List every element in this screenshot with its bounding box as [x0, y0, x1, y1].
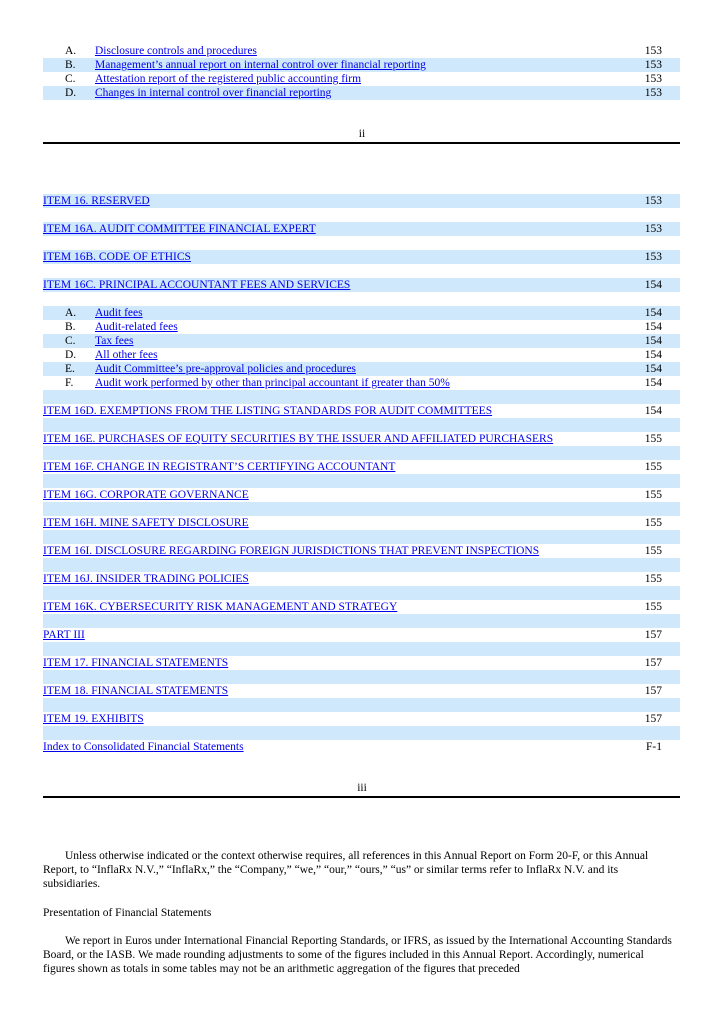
toc-row: [43, 194, 680, 208]
toc-link-item-16d[interactable]: ITEM 16D. EXEMPTIONS FROM THE LISTING STANDARDS FOR AUDIT COMMITTEES: [43, 405, 493, 417]
toc-page-number: 155: [644, 517, 662, 529]
toc-page-number: 154: [644, 377, 662, 389]
toc-page-number: 153: [644, 45, 662, 57]
toc-spacer: [43, 586, 680, 600]
toc-spacer: [43, 642, 680, 656]
page-divider: [43, 142, 680, 144]
toc-link-item-16f[interactable]: ITEM 16F. CHANGE IN REGISTRANT’S CERTIFYING ACCOUNTANT: [43, 461, 396, 473]
toc-row: [43, 712, 680, 726]
page-number-ii: ii: [358, 128, 366, 140]
toc-spacer: [43, 418, 680, 432]
section-heading-block: [43, 906, 673, 920]
toc-spacer: [43, 698, 680, 712]
toc-letter: D.: [65, 349, 77, 361]
toc-page-number: 154: [644, 363, 662, 375]
toc-page-number: 154: [644, 307, 662, 319]
toc-row: [43, 488, 680, 502]
toc-page-number: 153: [644, 73, 662, 85]
toc-row: [43, 306, 680, 320]
toc-row: [43, 334, 680, 348]
toc-row: [43, 628, 680, 642]
toc-row: [43, 376, 680, 390]
toc-page-number: 153: [644, 59, 662, 71]
toc-page-number: 155: [644, 489, 662, 501]
toc-row: [43, 86, 680, 100]
toc-link-audit-related-fees[interactable]: Audit-related fees: [95, 321, 178, 333]
toc-link-part-iii[interactable]: PART III: [43, 629, 85, 641]
toc-row: [43, 44, 680, 58]
toc-spacer: [43, 530, 680, 544]
toc-row: [43, 740, 680, 754]
toc-spacer: [43, 726, 680, 740]
toc-row: [43, 656, 680, 670]
toc-page-number: 154: [644, 335, 662, 347]
toc-row: [43, 404, 680, 418]
toc-page-number: 154: [644, 405, 662, 417]
toc-page-number: F-1: [646, 741, 662, 753]
toc-spacer: [43, 614, 680, 628]
toc-spacer: [43, 502, 680, 516]
toc-link-attestation-report[interactable]: Attestation report of the registered public accounting firm: [95, 73, 362, 85]
toc-link-tax-fees[interactable]: Tax fees: [95, 335, 134, 347]
toc-page-number: 155: [644, 433, 662, 445]
toc-link-item-16a[interactable]: ITEM 16A. AUDIT COMMITTEE FINANCIAL EXPERT: [43, 223, 316, 235]
toc-letter: F.: [65, 377, 74, 389]
toc-section-page-ii: [43, 44, 680, 100]
toc-page-number: 155: [644, 573, 662, 585]
toc-link-item-16j[interactable]: ITEM 16J. INSIDER TRADING POLICIES: [43, 573, 249, 585]
toc-page-number: 154: [644, 349, 662, 361]
toc-letter: E.: [65, 363, 75, 375]
toc-link-item-16e[interactable]: ITEM 16E. PURCHASES OF EQUITY SECURITIES BY THE ISSUER AND AFFILIATED PURCHASERS: [43, 433, 554, 445]
toc-row: [43, 58, 680, 72]
page-number-iii: iii: [357, 782, 367, 794]
toc-page-number: 157: [644, 657, 662, 669]
toc-row: [43, 432, 680, 446]
toc-link-item-19[interactable]: ITEM 19. EXHIBITS: [43, 713, 144, 725]
toc-link-changes-internal-control[interactable]: Changes in internal control over financial reporting: [95, 87, 332, 99]
toc-row: [43, 222, 680, 236]
toc-spacer: [43, 292, 680, 306]
toc-spacer: [43, 474, 680, 488]
toc-letter: D.: [65, 87, 77, 99]
toc-page-number: 154: [644, 279, 662, 291]
toc-row: [43, 362, 680, 376]
toc-page-number: 157: [644, 685, 662, 697]
toc-link-item-18[interactable]: ITEM 18. FINANCIAL STATEMENTS: [43, 685, 229, 697]
toc-page-number: 153: [644, 251, 662, 263]
toc-link-item-16[interactable]: ITEM 16. RESERVED: [43, 195, 150, 207]
financial-statements-paragraph-block: [43, 934, 673, 976]
toc-row: [43, 320, 680, 334]
toc-page-number: 157: [644, 629, 662, 641]
toc-link-audit-work-other-accountant[interactable]: Audit work performed by other than principal accountant if greater than 50%: [95, 377, 450, 389]
section-heading: Presentation of Financial Statements: [43, 907, 212, 919]
toc-row: [43, 460, 680, 474]
toc-link-all-other-fees[interactable]: All other fees: [95, 349, 158, 361]
intro-paragraph-block: [43, 849, 673, 891]
toc-page-number: 155: [644, 601, 662, 613]
toc-row: [43, 600, 680, 614]
toc-link-item-16i[interactable]: ITEM 16I. DISCLOSURE REGARDING FOREIGN JURISDICTIONS THAT PREVENT INSPECTIONS: [43, 545, 540, 557]
toc-link-audit-fees[interactable]: Audit fees: [95, 307, 143, 319]
toc-link-pre-approval-policies[interactable]: Audit Committee’s pre-approval policies and procedures: [95, 363, 356, 375]
toc-page-number: 155: [644, 545, 662, 557]
toc-page-number: 154: [644, 321, 662, 333]
toc-row: [43, 278, 680, 292]
toc-link-item-16h[interactable]: ITEM 16H. MINE SAFETY DISCLOSURE: [43, 517, 249, 529]
page-divider: [43, 796, 680, 798]
toc-letter: B.: [65, 59, 76, 71]
toc-row: [43, 348, 680, 362]
toc-spacer: [43, 390, 680, 404]
toc-spacer: [43, 558, 680, 572]
toc-page-number: 153: [644, 195, 662, 207]
toc-row: [43, 544, 680, 558]
toc-spacer: [43, 670, 680, 684]
toc-spacer: [43, 264, 680, 278]
toc-letter: C.: [65, 73, 76, 85]
toc-row: [43, 250, 680, 264]
toc-link-management-report[interactable]: Management’s annual report on internal control over financial reporting: [95, 59, 426, 71]
toc-row: [43, 72, 680, 86]
toc-spacer: [43, 236, 680, 250]
toc-link-item-17[interactable]: ITEM 17. FINANCIAL STATEMENTS: [43, 657, 229, 669]
toc-letter: A.: [65, 45, 77, 57]
toc-row: [43, 572, 680, 586]
toc-link-disclosure-controls[interactable]: Disclosure controls and procedures: [95, 45, 257, 57]
toc-letter: B.: [65, 321, 76, 333]
toc-section-page-iii: [43, 194, 680, 754]
toc-page-number: 153: [644, 87, 662, 99]
toc-letter: A.: [65, 307, 77, 319]
toc-spacer: [43, 208, 680, 222]
toc-row: [43, 516, 680, 530]
toc-row: [43, 684, 680, 698]
toc-page-number: 157: [644, 713, 662, 725]
intro-paragraph: Unless otherwise indicated or the context otherwise requires, all references in this Annual Report on Form 20-F, or this Annual Report, to “InflaRx N.V.,” “InflaRx,” the “Company,” “we,” “our,” “ours,” “us” or similar terms refer to InflaRx N.V. and its subsidiaries.: [43, 850, 649, 890]
toc-letter: C.: [65, 335, 76, 347]
toc-spacer: [43, 446, 680, 460]
toc-link-item-16b[interactable]: ITEM 16B. CODE OF ETHICS: [43, 251, 191, 263]
toc-page-number: 153: [644, 223, 662, 235]
toc-link-item-16c[interactable]: ITEM 16C. PRINCIPAL ACCOUNTANT FEES AND SERVICES: [43, 279, 351, 291]
toc-link-item-16g[interactable]: ITEM 16G. CORPORATE GOVERNANCE: [43, 489, 249, 501]
financial-statements-paragraph: We report in Euros under International Financial Reporting Standards, or IFRS, as issued by the International Accounting Standards Board, or the IASB. We made rounding adjustments to some of the figures included in this Annual Report. Accordingly, numerical figures shown as totals in some tables may not be an arithmetic aggregation of the figures that preceded: [43, 935, 672, 975]
toc-page-number: 155: [644, 461, 662, 473]
toc-link-item-16k[interactable]: ITEM 16K. CYBERSECURITY RISK MANAGEMENT AND STRATEGY: [43, 601, 398, 613]
toc-link-index-financial-statements[interactable]: Index to Consolidated Financial Statements: [43, 741, 244, 753]
